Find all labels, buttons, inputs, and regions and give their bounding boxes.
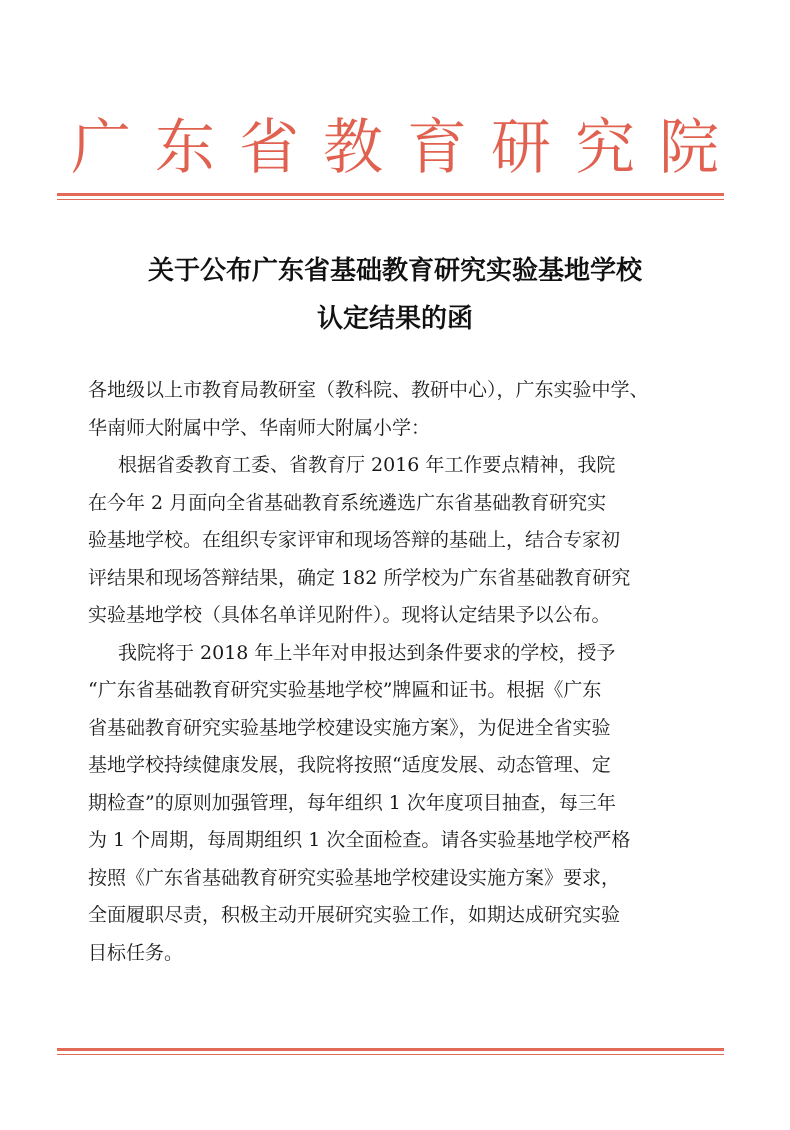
body-line: 为 1 个周期，每周期组织 1 次全面检查。请各实验基地学校严格: [88, 829, 631, 851]
body-line: 各地级以上市教育局教研室（教科院、教研中心），广东实验中学、: [88, 379, 649, 401]
body-line: 全面履职尽责，积极主动开展研究实验工作，如期达成研究实验: [88, 904, 621, 926]
body-line: 目标任务。: [88, 941, 184, 964]
body-line: 华南师大附属中学、华南师大附属小学：: [88, 416, 431, 439]
body-line: 基地学校持续健康发展，我院将按照“适度发展、动态管理、定: [88, 754, 611, 776]
body-line: 在今年 2 月面向全省基础教育系统遴选广东省基础教育研究实: [88, 491, 607, 514]
header-divider-thick: [57, 193, 724, 196]
footer-divider-thin: [57, 1054, 724, 1055]
document-title-line-2: 认定结果的函: [316, 304, 473, 334]
body-line: 根据省委教育工委、省教育厅 2016 年工作要点精神，我院: [118, 454, 616, 476]
document-body: [88, 372, 713, 972]
document-title-line-1: 关于公布广东省基础教育研究实验基地学校: [147, 256, 642, 286]
body-line: “广东省基础教育研究实验基地学校”牌匾和证书。根据《广东: [88, 679, 602, 701]
body-line: 验基地学校。在组织专家评审和现场答辩的基础上，结合专家初: [88, 529, 621, 551]
header-divider-thin: [57, 199, 724, 200]
body-line: 期检查”的原则加强管理，每年组织 1 次年度项目抽查，每三年: [88, 791, 616, 814]
body-line: 省基础教育研究实验基地学校建设实施方案》，为促进全省实验: [88, 716, 611, 739]
body-line: 我院将于 2018 年上半年对申报达到条件要求的学校，授予: [118, 641, 616, 664]
header-divider: [57, 193, 724, 200]
letterhead-title: 广东省教育研究院: [71, 113, 743, 183]
footer-divider: [57, 1048, 724, 1055]
document-title: [60, 247, 730, 343]
body-line: 评结果和现场答辩结果，确定 182 所学校为广东省基础教育研究: [88, 566, 631, 589]
body-line: 实验基地学校（具体名单详见附件）。现将认定结果予以公布。: [88, 604, 611, 626]
body-line: 按照《广东省基础教育研究实验基地学校建设实施方案》要求，: [88, 866, 621, 889]
footer-divider-thick: [57, 1048, 724, 1051]
